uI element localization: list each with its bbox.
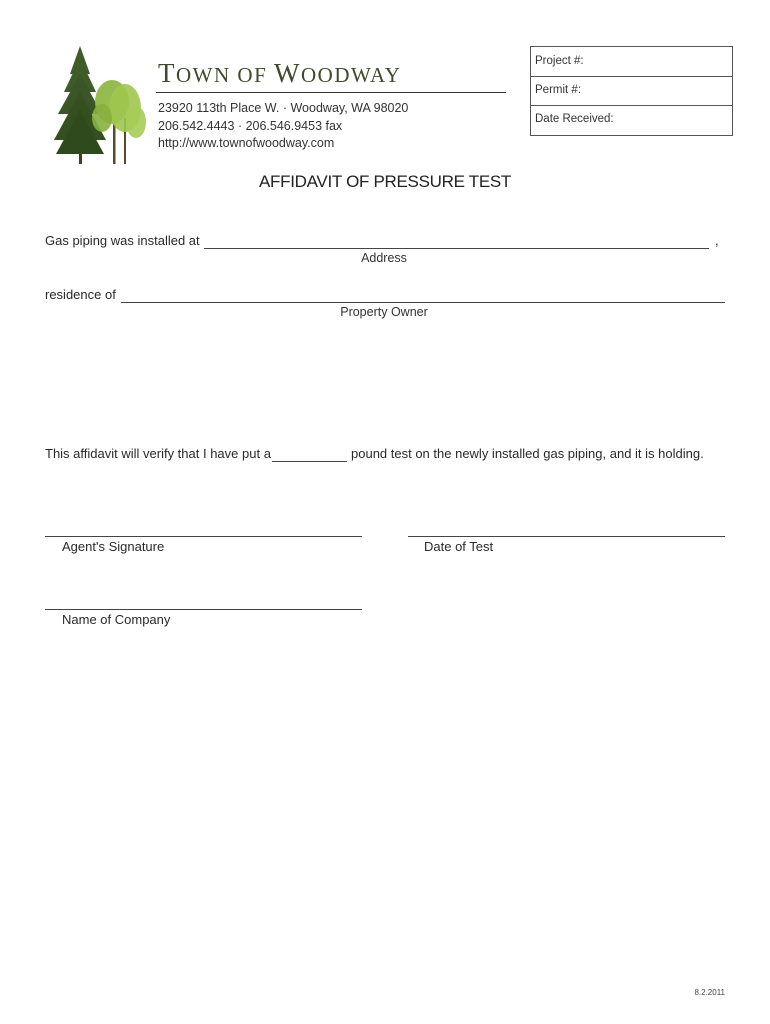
residence-label: residence of: [45, 287, 116, 302]
org-name-part-2: OODWAY: [300, 63, 402, 87]
address-field[interactable]: [204, 248, 709, 249]
header-rule: [156, 92, 506, 93]
date-received-field[interactable]: [531, 105, 732, 134]
address-caption: Address: [361, 251, 407, 265]
property-owner-field[interactable]: [121, 302, 725, 303]
property-owner-caption: Property Owner: [340, 305, 428, 319]
revision-date: 8.2.2011: [694, 988, 725, 997]
org-name-initial-2: W: [274, 58, 301, 88]
pound-test-field[interactable]: [272, 461, 347, 462]
agent-signature-caption: Agent's Signature: [62, 539, 165, 554]
phone-fax-line: 206.542.4443 · 206.546.9453 fax: [158, 119, 343, 133]
agent-signature-field[interactable]: [45, 536, 362, 537]
project-number-label: Project #:: [535, 55, 584, 67]
website-link[interactable]: http://www.townofwoodway.com: [158, 136, 335, 150]
office-use-box: [530, 46, 733, 136]
date-received-label: Date Received:: [535, 113, 614, 125]
permit-number-field[interactable]: [531, 76, 732, 106]
organization-name: [158, 58, 401, 89]
date-of-test-caption: Date of Test: [424, 539, 494, 554]
company-name-field[interactable]: [45, 609, 362, 610]
installed-at-label: Gas piping was installed at: [45, 233, 200, 248]
company-name-caption: Name of Company: [62, 612, 171, 627]
town-tree-logo: [50, 44, 150, 166]
date-of-test-field[interactable]: [408, 536, 725, 537]
statement-text-2: pound test on the newly installed gas piping, and it is holding.: [351, 446, 704, 461]
statement-text-1: This affidavit will verify that I have put a: [45, 446, 271, 461]
org-name-part-1: OWN OF: [176, 63, 274, 87]
comma-text: ,: [715, 233, 719, 248]
project-number-field[interactable]: [531, 47, 732, 77]
address-line: 23920 113th Place W. · Woodway, WA 98020: [158, 101, 409, 115]
document-title: AFFIDAVIT OF PRESSURE TEST: [259, 172, 511, 191]
org-name-initial-1: T: [158, 58, 176, 88]
permit-number-label: Permit #:: [535, 84, 582, 96]
